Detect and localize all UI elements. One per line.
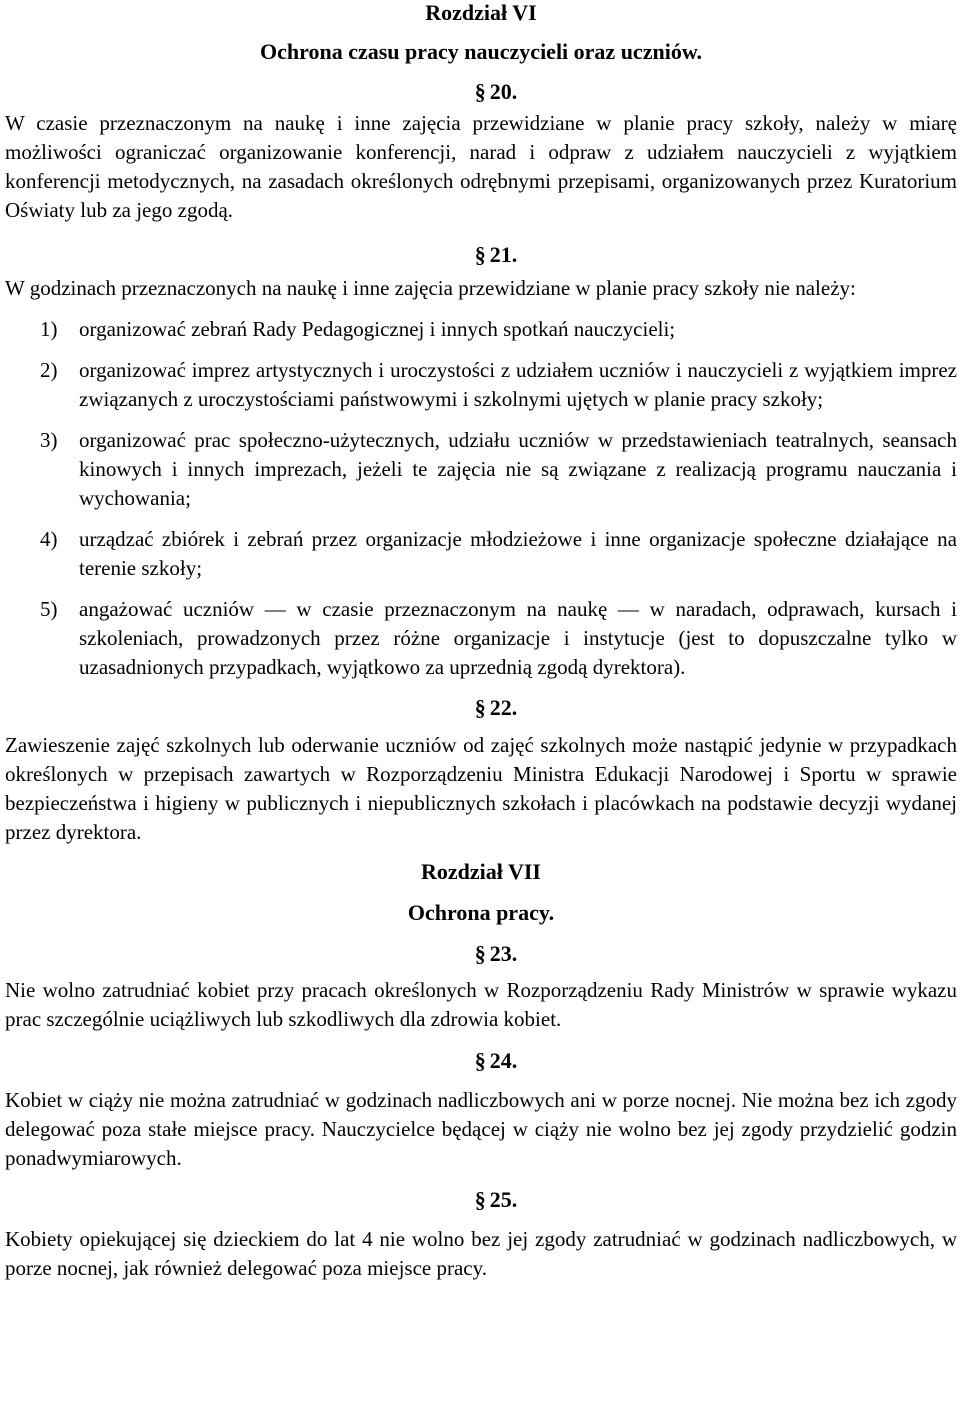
section-25-heading <box>5 1185 957 1215</box>
section-23-heading <box>5 939 957 969</box>
list-item-text: organizować prac społeczno-użytecznych, udziału uczniów w przedstawieniach teatralnych, seansach kinowych i innych imprezach, jeżeli te zajęcia nie są związane z realizacją programu nauczania i wychowania; <box>79 428 957 510</box>
section-sign: § <box>474 242 486 267</box>
section-24-heading <box>5 1046 957 1076</box>
section-24-text: Kobiet w ciąży nie można zatrudniać w godzinach nadliczbowych ani w porze nocnej. Nie można bez ich zgody delegować poza stałe miejsce pracy. Nauczycielce będącej w ciąży nie wolno bez jej zgody przydzielić godzin ponadwymiarowych. <box>5 1088 957 1170</box>
section-25-text: Kobiety opiekującej się dzieckiem do lat 4 nie wolno bez jej zgody zatrudniać w godzinach nadliczbowych, w porze nocnej, jak również delegować poza miejsce pracy. <box>5 1227 957 1280</box>
section-number: 24. <box>489 1048 518 1073</box>
chapter-7-title: Rozdział VII <box>421 859 541 884</box>
section-22-heading <box>5 693 957 723</box>
chapter-7-subtitle: Ochrona pracy. <box>407 900 555 925</box>
section-sign: § <box>474 941 486 966</box>
list-item-text: urządzać zbiórek i zebrań przez organizacje młodzieżowe i inne organizacje społeczne działające na terenie szkoły; <box>79 527 957 580</box>
section-sign: § <box>474 1048 486 1073</box>
list-item-number: 3) <box>40 428 58 452</box>
chapter-6-subtitle: Ochrona czasu pracy nauczycieli oraz uczniów. <box>260 39 702 64</box>
list-item-number: 4) <box>40 527 58 551</box>
list-item <box>5 356 957 414</box>
section-21-intro: W godzinach przeznaczonych na naukę i inne zajęcia przewidziane w planie pracy szkoły nie należy: <box>5 276 856 300</box>
section-number: 25. <box>489 1187 518 1212</box>
list-item-text: angażować uczniów — w czasie przeznaczonym na naukę — w naradach, odprawach, kursach i szkoleniach, prowadzonych przez różne organizacje i instytucje (jest to dopuszczalne tylko w uzasadnionych przypadkach, wyjątkowo za uprzednią zgodą dyrektora). <box>79 597 957 679</box>
section-20-text: W czasie przeznaczonym na naukę i inne zajęcia przewidziane w planie pracy szkoły, należy w miarę możliwości ograniczać organizowanie konferencji, narad i odpraw z udziałem nauczycieli z wyjątkiem konferencji metodycznych, na zasadach określonych odrębnymi przepisami, organizowanych przez Kuratorium Oświaty lub za jego zgodą. <box>5 111 957 222</box>
section-number: 23. <box>489 941 518 966</box>
list-item <box>5 525 957 583</box>
list-item-number: 1) <box>40 317 58 341</box>
section-sign: § <box>474 695 486 720</box>
section-sign: § <box>474 79 486 104</box>
section-20-heading <box>5 77 957 107</box>
section-number: 22. <box>489 695 518 720</box>
chapter-6-title: Rozdział VI <box>425 0 537 25</box>
list-item <box>5 315 957 344</box>
section-sign: § <box>474 1187 486 1212</box>
section-number: 21. <box>489 242 518 267</box>
section-21-heading <box>5 240 957 270</box>
section-number: 20. <box>489 79 518 104</box>
document-page <box>5 0 957 1283</box>
list-item <box>5 426 957 513</box>
list-item-number: 5) <box>40 597 58 621</box>
section-23-text: Nie wolno zatrudniać kobiet przy pracach określonych w Rozporządzeniu Rady Ministrów w sprawie wykazu prac szczególnie uciążliwych lub szkodliwych dla zdrowia kobiet. <box>5 978 957 1031</box>
list-item-text: organizować imprez artystycznych i uroczystości z udziałem uczniów i nauczycieli z wyjątkiem imprez związanych z uroczystościami państwowymi i szkolnymi ujętych w planie pracy szkoły; <box>79 358 957 411</box>
list-item-text: organizować zebrań Rady Pedagogicznej i innych spotkań nauczycieli; <box>79 317 676 341</box>
list-item-number: 2) <box>40 358 58 382</box>
list-item <box>5 595 957 682</box>
section-22-text: Zawieszenie zajęć szkolnych lub oderwanie uczniów od zajęć szkolnych może nastąpić jedynie w przypadkach określonych w przepisach zawartych w Rozporządzeniu Ministra Edukacji Narodowej i Sportu w sprawie bezpieczeństwa i higieny w publicznych i niepublicznych szkołach i placówkach na podstawie decyzji wydanej przez dyrektora. <box>5 733 957 844</box>
